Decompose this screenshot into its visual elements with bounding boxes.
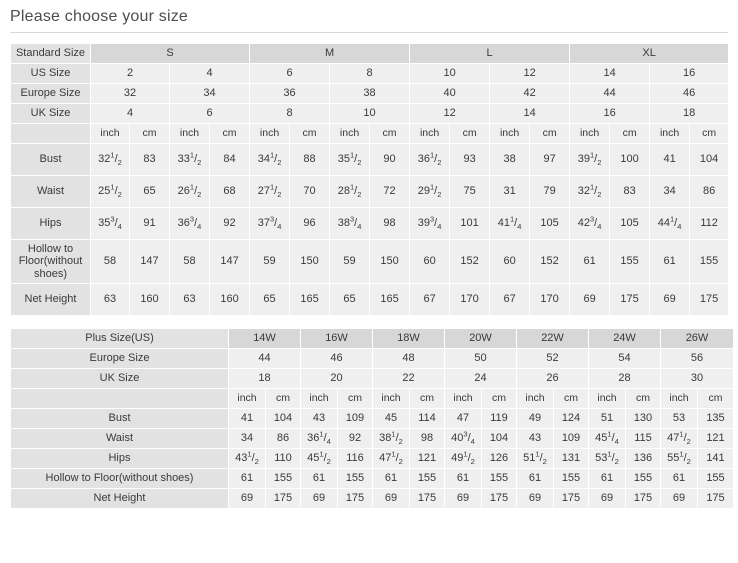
measure-value: 90 xyxy=(370,144,410,176)
measure-value: 69 xyxy=(229,489,266,509)
measure-value: 83 xyxy=(610,176,650,208)
unit-cm: cm xyxy=(290,124,330,144)
size-group-XL: XL xyxy=(570,44,729,64)
measure-value: 165 xyxy=(290,284,330,316)
measure-value: 84 xyxy=(210,144,250,176)
measure-value: $38^3/_4$ xyxy=(330,208,370,240)
size-value: 2 xyxy=(91,64,170,84)
measure-row xyxy=(11,489,734,509)
unit-inch: inch xyxy=(517,389,554,409)
measure-value: 115 xyxy=(626,429,661,449)
measure-value: 155 xyxy=(410,469,445,489)
measure-value: $25^1/_2$ xyxy=(91,176,130,208)
plus-size-label: Plus Size(US) xyxy=(11,329,229,349)
measure-value: 61 xyxy=(650,240,690,284)
measure-value: $49^1/_2$ xyxy=(445,449,482,469)
measure-value: 160 xyxy=(130,284,170,316)
measure-value: 60 xyxy=(490,240,530,284)
measure-value: $36^1/_4$ xyxy=(301,429,338,449)
measure-value: 104 xyxy=(482,429,517,449)
measure-value: 141 xyxy=(698,449,734,469)
unit-cm: cm xyxy=(130,124,170,144)
measure-label: Bust xyxy=(11,409,229,429)
measure-value: 69 xyxy=(570,284,610,316)
size-value: 6 xyxy=(250,64,330,84)
size-value: 12 xyxy=(490,64,570,84)
measure-value: 155 xyxy=(626,469,661,489)
measure-value: 91 xyxy=(130,208,170,240)
measure-value: 147 xyxy=(210,240,250,284)
measure-label: Waist xyxy=(11,429,229,449)
size-value: 44 xyxy=(229,349,301,369)
measure-label: Hollow to Floor(without shoes) xyxy=(11,240,91,284)
measure-value: 104 xyxy=(266,409,301,429)
measure-value: 34 xyxy=(650,176,690,208)
unit-cm: cm xyxy=(554,389,589,409)
size-value: 54 xyxy=(589,349,661,369)
measure-value: 41 xyxy=(229,409,266,429)
measure-value: 170 xyxy=(450,284,490,316)
measure-value: $39^3/_4$ xyxy=(410,208,450,240)
measure-value: 38 xyxy=(490,144,530,176)
measure-value: 63 xyxy=(91,284,130,316)
measure-value: 175 xyxy=(338,489,373,509)
measure-label: Net Height xyxy=(11,489,229,509)
measure-row xyxy=(11,469,734,489)
size-value: 30 xyxy=(661,369,734,389)
measure-value: $26^1/_2$ xyxy=(170,176,210,208)
measure-value: 61 xyxy=(445,469,482,489)
measure-value: 110 xyxy=(266,449,301,469)
measure-value: $37^3/_4$ xyxy=(250,208,290,240)
measure-label: Hollow to Floor(without shoes) xyxy=(11,469,229,489)
measure-value: $35^3/_4$ xyxy=(91,208,130,240)
measure-value: 61 xyxy=(301,469,338,489)
measure-value: 67 xyxy=(410,284,450,316)
measure-value: $27^1/_2$ xyxy=(250,176,290,208)
plus-size-header-row xyxy=(11,329,734,349)
measure-value: 34 xyxy=(229,429,266,449)
size-value: 18 xyxy=(229,369,301,389)
measure-value: 131 xyxy=(554,449,589,469)
standard-size-label: Standard Size xyxy=(11,44,91,64)
size-value: 16 xyxy=(650,64,729,84)
measure-value: 43 xyxy=(517,429,554,449)
measure-value: $36^3/_4$ xyxy=(170,208,210,240)
plus-size-20W: 20W xyxy=(445,329,517,349)
measure-value: 61 xyxy=(661,469,698,489)
size-value: 50 xyxy=(445,349,517,369)
measure-value: $41^1/_4$ xyxy=(490,208,530,240)
measure-value: 165 xyxy=(370,284,410,316)
measure-value: $38^1/_2$ xyxy=(373,429,410,449)
measure-value: 68 xyxy=(210,176,250,208)
measure-value: 88 xyxy=(290,144,330,176)
measure-label: Waist xyxy=(11,176,91,208)
measure-value: 45 xyxy=(373,409,410,429)
row-label: UK Size xyxy=(11,104,91,124)
measure-value: 116 xyxy=(338,449,373,469)
unit-inch: inch xyxy=(589,389,626,409)
measure-value: 61 xyxy=(589,469,626,489)
unit-inch: inch xyxy=(373,389,410,409)
measure-value: 63 xyxy=(170,284,210,316)
measure-value: 51 xyxy=(589,409,626,429)
measure-value: $39^1/_2$ xyxy=(570,144,610,176)
measure-value: 53 xyxy=(661,409,698,429)
measure-value: 175 xyxy=(266,489,301,509)
unit-inch: inch xyxy=(445,389,482,409)
row-label: UK Size xyxy=(11,369,229,389)
measure-value: $40^3/_4$ xyxy=(445,429,482,449)
size-value: 46 xyxy=(301,349,373,369)
table-row xyxy=(11,64,729,84)
measure-row xyxy=(11,429,734,449)
table-row xyxy=(11,104,729,124)
size-group-header-row xyxy=(11,44,729,64)
measure-row xyxy=(11,208,729,240)
measure-value: 69 xyxy=(661,489,698,509)
measure-value: 69 xyxy=(445,489,482,509)
measure-value: 60 xyxy=(410,240,450,284)
measure-value: 96 xyxy=(290,208,330,240)
measure-value: 152 xyxy=(450,240,490,284)
measure-value: $36^1/_2$ xyxy=(410,144,450,176)
row-label: Europe Size xyxy=(11,349,229,369)
measure-value: 97 xyxy=(530,144,570,176)
unit-cm: cm xyxy=(266,389,301,409)
measure-value: 69 xyxy=(589,489,626,509)
measure-value: 100 xyxy=(610,144,650,176)
measure-value: 43 xyxy=(301,409,338,429)
table-row xyxy=(11,369,734,389)
measure-row xyxy=(11,449,734,469)
unit-inch: inch xyxy=(330,124,370,144)
unit-cm: cm xyxy=(698,389,734,409)
measure-value: 160 xyxy=(210,284,250,316)
plus-size-26W: 26W xyxy=(661,329,734,349)
measure-row xyxy=(11,409,734,429)
measure-value: 150 xyxy=(370,240,410,284)
measure-label: Bust xyxy=(11,144,91,176)
measure-label: Hips xyxy=(11,208,91,240)
measure-label: Net Height xyxy=(11,284,91,316)
unit-row-spacer xyxy=(11,124,91,144)
measure-value: 69 xyxy=(517,489,554,509)
size-value: 40 xyxy=(410,84,490,104)
measure-value: 170 xyxy=(530,284,570,316)
size-value: 48 xyxy=(373,349,445,369)
measure-value: 61 xyxy=(570,240,610,284)
measure-value: 31 xyxy=(490,176,530,208)
measure-value: 69 xyxy=(650,284,690,316)
row-label: US Size xyxy=(11,64,91,84)
unit-cm: cm xyxy=(530,124,570,144)
measure-value: 155 xyxy=(610,240,650,284)
measure-value: $53^1/_2$ xyxy=(589,449,626,469)
measure-value: $47^1/_2$ xyxy=(373,449,410,469)
measure-value: 155 xyxy=(690,240,729,284)
measure-value: 61 xyxy=(517,469,554,489)
measure-value: 130 xyxy=(626,409,661,429)
measure-value: 105 xyxy=(530,208,570,240)
unit-inch: inch xyxy=(410,124,450,144)
measure-value: 61 xyxy=(229,469,266,489)
unit-row xyxy=(11,389,734,409)
plus-size-24W: 24W xyxy=(589,329,661,349)
unit-cm: cm xyxy=(210,124,250,144)
measure-value: 109 xyxy=(338,409,373,429)
measure-value: 112 xyxy=(690,208,729,240)
measure-value: 98 xyxy=(410,429,445,449)
measure-value: $45^1/_4$ xyxy=(589,429,626,449)
title-divider xyxy=(10,32,728,33)
unit-cm: cm xyxy=(450,124,490,144)
measure-value: 124 xyxy=(554,409,589,429)
size-value: 4 xyxy=(170,64,250,84)
measure-value: 155 xyxy=(338,469,373,489)
size-value: 22 xyxy=(373,369,445,389)
measure-value: 119 xyxy=(482,409,517,429)
measure-value: 61 xyxy=(373,469,410,489)
measure-value: $32^1/_2$ xyxy=(570,176,610,208)
measure-value: 152 xyxy=(530,240,570,284)
size-value: 18 xyxy=(650,104,729,124)
measure-value: 83 xyxy=(130,144,170,176)
size-value: 52 xyxy=(517,349,589,369)
measure-value: 155 xyxy=(482,469,517,489)
measure-value: 121 xyxy=(698,429,734,449)
plus-size-16W: 16W xyxy=(301,329,373,349)
size-value: 36 xyxy=(250,84,330,104)
unit-inch: inch xyxy=(301,389,338,409)
size-value: 24 xyxy=(445,369,517,389)
measure-row xyxy=(11,284,729,316)
measure-value: 69 xyxy=(301,489,338,509)
measure-value: 47 xyxy=(445,409,482,429)
size-value: 28 xyxy=(589,369,661,389)
measure-value: $42^3/_4$ xyxy=(570,208,610,240)
size-value: 10 xyxy=(330,104,410,124)
size-value: 34 xyxy=(170,84,250,104)
size-value: 14 xyxy=(490,104,570,124)
size-value: 20 xyxy=(301,369,373,389)
measure-value: 41 xyxy=(650,144,690,176)
measure-value: 79 xyxy=(530,176,570,208)
plus-size-table xyxy=(10,328,734,509)
measure-value: 175 xyxy=(482,489,517,509)
measure-value: 114 xyxy=(410,409,445,429)
unit-inch: inch xyxy=(570,124,610,144)
measure-value: $28^1/_2$ xyxy=(330,176,370,208)
measure-value: 175 xyxy=(410,489,445,509)
page-title: Please choose your size xyxy=(10,8,189,25)
measure-row xyxy=(11,144,729,176)
measure-value: $44^1/_4$ xyxy=(650,208,690,240)
unit-cm: cm xyxy=(626,389,661,409)
unit-cm: cm xyxy=(690,124,729,144)
measure-row xyxy=(11,176,729,208)
row-label: Europe Size xyxy=(11,84,91,104)
unit-inch: inch xyxy=(91,124,130,144)
unit-inch: inch xyxy=(229,389,266,409)
size-value: 42 xyxy=(490,84,570,104)
measure-value: 121 xyxy=(410,449,445,469)
unit-row-spacer xyxy=(11,389,229,409)
size-group-L: L xyxy=(410,44,570,64)
size-value: 44 xyxy=(570,84,650,104)
size-value: 46 xyxy=(650,84,729,104)
unit-inch: inch xyxy=(170,124,210,144)
measure-value: 65 xyxy=(330,284,370,316)
measure-value: 155 xyxy=(698,469,734,489)
unit-cm: cm xyxy=(338,389,373,409)
measure-value: $47^1/_2$ xyxy=(661,429,698,449)
size-group-M: M xyxy=(250,44,410,64)
measure-value: 175 xyxy=(610,284,650,316)
measure-value: 86 xyxy=(690,176,729,208)
size-group-S: S xyxy=(91,44,250,64)
unit-inch: inch xyxy=(650,124,690,144)
measure-value: 101 xyxy=(450,208,490,240)
size-value: 8 xyxy=(250,104,330,124)
measure-value: $34^1/_2$ xyxy=(250,144,290,176)
unit-cm: cm xyxy=(410,389,445,409)
plus-size-18W: 18W xyxy=(373,329,445,349)
measure-value: 175 xyxy=(626,489,661,509)
plus-size-14W: 14W xyxy=(229,329,301,349)
size-value: 8 xyxy=(330,64,410,84)
measure-value: 65 xyxy=(130,176,170,208)
size-value: 4 xyxy=(91,104,170,124)
measure-value: 92 xyxy=(210,208,250,240)
measure-value: 58 xyxy=(170,240,210,284)
measure-value: 72 xyxy=(370,176,410,208)
measure-value: 135 xyxy=(698,409,734,429)
size-value: 12 xyxy=(410,104,490,124)
measure-value: $43^1/_2$ xyxy=(229,449,266,469)
standard-size-table xyxy=(10,43,729,316)
size-value: 10 xyxy=(410,64,490,84)
unit-inch: inch xyxy=(250,124,290,144)
size-value: 38 xyxy=(330,84,410,104)
measure-value: 65 xyxy=(250,284,290,316)
measure-value: $51^1/_2$ xyxy=(517,449,554,469)
measure-value: $35^1/_2$ xyxy=(330,144,370,176)
unit-inch: inch xyxy=(661,389,698,409)
unit-cm: cm xyxy=(482,389,517,409)
measure-value: 150 xyxy=(290,240,330,284)
measure-value: 59 xyxy=(250,240,290,284)
measure-value: 59 xyxy=(330,240,370,284)
measure-value: 136 xyxy=(626,449,661,469)
measure-value: 147 xyxy=(130,240,170,284)
measure-value: 69 xyxy=(373,489,410,509)
size-value: 14 xyxy=(570,64,650,84)
measure-value: 92 xyxy=(338,429,373,449)
measure-value: 70 xyxy=(290,176,330,208)
measure-value: 175 xyxy=(690,284,729,316)
measure-value: 49 xyxy=(517,409,554,429)
measure-value: 105 xyxy=(610,208,650,240)
measure-value: 98 xyxy=(370,208,410,240)
measure-value: 86 xyxy=(266,429,301,449)
size-value: 26 xyxy=(517,369,589,389)
measure-value: 67 xyxy=(490,284,530,316)
plus-size-22W: 22W xyxy=(517,329,589,349)
measure-value: $45^1/_2$ xyxy=(301,449,338,469)
table-row xyxy=(11,349,734,369)
unit-row xyxy=(11,124,729,144)
measure-value: 175 xyxy=(554,489,589,509)
table-row xyxy=(11,84,729,104)
measure-value: 75 xyxy=(450,176,490,208)
measure-value: 93 xyxy=(450,144,490,176)
size-value: 32 xyxy=(91,84,170,104)
unit-cm: cm xyxy=(610,124,650,144)
measure-label: Hips xyxy=(11,449,229,469)
measure-row xyxy=(11,240,729,284)
measure-value: 155 xyxy=(554,469,589,489)
size-value: 6 xyxy=(170,104,250,124)
measure-value: 175 xyxy=(698,489,734,509)
measure-value: $32^1/_2$ xyxy=(91,144,130,176)
unit-inch: inch xyxy=(490,124,530,144)
measure-value: $29^1/_2$ xyxy=(410,176,450,208)
size-value: 16 xyxy=(570,104,650,124)
measure-value: 104 xyxy=(690,144,729,176)
measure-value: 109 xyxy=(554,429,589,449)
measure-value: 126 xyxy=(482,449,517,469)
measure-value: 58 xyxy=(91,240,130,284)
measure-value: 155 xyxy=(266,469,301,489)
size-value: 56 xyxy=(661,349,734,369)
measure-value: $55^1/_2$ xyxy=(661,449,698,469)
unit-cm: cm xyxy=(370,124,410,144)
measure-value: $33^1/_2$ xyxy=(170,144,210,176)
